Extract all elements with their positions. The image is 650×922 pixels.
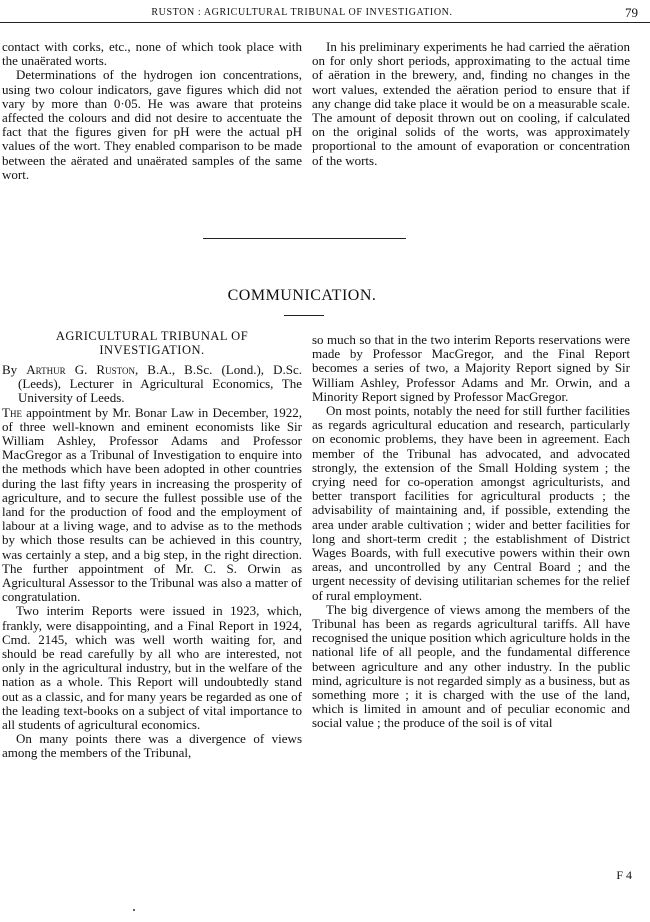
running-head: RUSTON : AGRICULTURAL TRIBUNAL OF INVESTIGATION. [151, 7, 453, 18]
author-name: Arthur G. Ruston [26, 362, 135, 377]
paragraph-text: appointment by Mr. Bonar Law in December, 1922, of three well-known and eminent economists like Sir William Ashley, Professor Adams and Professor MacGregor as a Tribunal of Investigation to enquire into the methods which have been adopted in other countries during the last fifty years in increasing the prosperity of agriculture, and to secure the fullest possible use of the land for the production of food and the employment of labour at a living wage, and to advise as to the methods by which those results can be achieved in this country, was certainly a step, and a big step, in the right direction. The further appointment of Mr. C. S. Orwin as Agricultural Assessor to the Tribunal was also a matter of congratulation. [2, 404, 302, 605]
section-separator [203, 238, 406, 239]
article-left-column [2, 329, 302, 761]
author-credentials: , B.A., B.Sc. (Lond.), D.Sc. (Leeds), Lecturer in Agricultural Economics, The University of Leeds. [18, 362, 303, 406]
section-heading: COMMUNICATION. [227, 287, 377, 304]
article-title-line: INVESTIGATION. [99, 343, 205, 357]
byline-by: By [2, 362, 27, 377]
paragraph [2, 406, 302, 605]
paragraph: The big divergence of views among the members of the Tribunal has been as regards agricultural tariffs. All have recognised the unique position which agriculture holds in the national life of all people, and the fundamental difference between agriculture and any other industry. In the public mind, agriculture is not regarded simply as a business, but as something more ; it is charged with the use of the land, which is limited in amount and of peculiar economic and social value ; the produce of the soil is of vital [312, 601, 630, 731]
top-right-column [312, 40, 630, 168]
paragraph: On many points there was a divergence of views among the members of the Tribunal, [2, 731, 302, 761]
signature-mark: F 4 [616, 868, 632, 882]
paragraph: contact with corks, etc., none of which took place with the unaërated worts. [2, 39, 302, 69]
heading-rule [284, 315, 324, 316]
article-right-column [312, 333, 630, 731]
top-left-column [2, 40, 302, 182]
paragraph: Two interim Reports were issued in 1923, which, frankly, were disappointing, and a Final Report in 1924, Cmd. 2145, which was well worth waiting for, and should be read carefully by all who are interested, not only in the agricultural industry, but in the welfare of the nation as a whole. This Report will undoubtedly stand out as a classic, and for many years be regarded as one of the leading text-books on a subject of vital importance to all students of agricultural economics. [2, 603, 302, 733]
header-rule [0, 22, 650, 23]
article-title [2, 329, 302, 357]
paragraph: On most points, notably the need for still further facilities as regards agricultural education and research, particularly on economic problems, they have been in agreement. Each member of the Tribunal has advocated, and advocated strongly, the extension of the Small Holding system ; the crying need for co-operation amongst agriculturists, and better transport facilities for agricultural products ; the advisability of maintaining and, if possible, extending the area under arable cultivation ; wider and better facilities for long and short-term credit ; the establishment of District Wages Boards, with full executive powers within their own areas, and uncontrolled by any Central Board ; and the urgent necessity of devising utilitarian schemes for the relief of rural employment. [312, 403, 630, 603]
paragraph: In his preliminary experiments he had carried the aëration on for only short periods, approximating to the actual time of aëration in the brewery, and, finding no changes in the wort values, extended the aëration period to ensure that if any change did take place it would be on a measurable scale. The amount of deposit thrown out on cooling, if calculated on the original solids of the worts, was approximately proportional to the amount of evaporation or concentration of the worts. [312, 39, 630, 168]
page-header [0, 4, 650, 22]
byline [2, 363, 302, 406]
lead-word: The [2, 404, 22, 420]
paragraph: so much so that in the two interim Reports reservations were made by Professor MacGregor, and the Final Report becomes a series of two, a Majority Report signed by Sir William Ashley, Professor Adams and Mr. Orwin, and a Minority Report signed by Professor MacGregor. [312, 332, 630, 404]
print-speck [133, 909, 135, 911]
page-number: 79 [625, 5, 638, 20]
article-title-line: AGRICULTURAL TRIBUNAL OF [55, 329, 249, 343]
paragraph: Determinations of the hydrogen ion concentrations, using two colour indicators, gave figures which did not vary by more than 0·05. He was aware that proteins affected the colours and did not desire to accentuate the fact that the figures given for pH were the actual pH values of the wort. They enabled comparison to be made between the aërated and unaërated samples of the same wort. [2, 67, 302, 182]
